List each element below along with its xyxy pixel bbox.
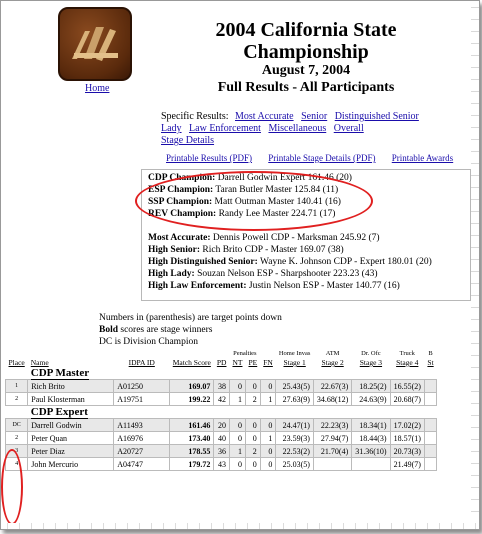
cell-stage4: 16.55(2) — [390, 380, 424, 393]
section-cdp-master — [6, 367, 437, 380]
col-stage4[interactable]: Stage 4 — [396, 358, 419, 367]
cell-stage4: 18.57(1) — [390, 432, 424, 445]
cell-stage4: 20.68(7) — [390, 393, 424, 406]
link-overall[interactable]: Overall — [333, 123, 364, 134]
cell-stage4: 17.02(2) — [390, 419, 424, 432]
cell-name: Peter Quan — [28, 432, 114, 445]
section-title: CDP Master — [30, 367, 90, 379]
award-value: Wayne K. Johnson CDP - Expert 180.01 (20) — [260, 257, 432, 267]
cell-pe: 2 — [245, 445, 260, 458]
col-match-score[interactable]: Match Score — [172, 358, 211, 367]
cell-name: Darrell Godwin — [28, 419, 114, 432]
award-value: Dennis Powell CDP - Marksman 245.92 (7) — [212, 233, 380, 243]
award-row — [148, 268, 464, 280]
link-law-enforcement[interactable]: Law Enforcement — [189, 123, 261, 134]
note-parenthesis: Numbers in (parenthesis) are target points down — [99, 313, 282, 323]
award-label: Most Accurate: — [148, 233, 211, 243]
cell-place: 1 — [6, 380, 28, 393]
cell-pd: 43 — [214, 458, 230, 471]
penalties-header: Penalties — [233, 350, 257, 357]
cell-fn: 0 — [260, 380, 276, 393]
link-senior[interactable]: Senior — [301, 111, 328, 122]
award-row — [148, 232, 464, 244]
champions-highlight-circle — [135, 171, 373, 231]
cell-stage3: 18.34(1) — [352, 419, 390, 432]
cell-idpa: A04747 — [114, 458, 170, 471]
col-stage5[interactable]: St — [427, 358, 434, 367]
cell-name: Peter Diaz — [28, 445, 114, 458]
award-row — [148, 256, 464, 268]
award-value: Justin Nelson ESP - Master 140.77 (16) — [248, 281, 400, 291]
printable-results-link[interactable]: Printable Results (PDF) — [166, 153, 253, 163]
award-label: High Senior: — [148, 245, 200, 255]
cell-idpa: A11493 — [114, 419, 170, 432]
cell-match: 161.46 — [170, 419, 214, 432]
col-pe[interactable]: PE — [248, 358, 258, 367]
cell-stage1: 25.03(5) — [276, 458, 314, 471]
printable-awards-link[interactable]: Printable Awards — [391, 153, 454, 163]
cell-stage1: 23.59(3) — [276, 432, 314, 445]
award-label: High Distinguished Senior: — [148, 257, 258, 267]
col-nt[interactable]: NT — [232, 358, 243, 367]
cell-name: Rich Brito — [28, 380, 114, 393]
cell-pd: 20 — [214, 419, 230, 432]
page-subtitle: Full Results - All Participants — [217, 80, 395, 95]
table-row — [6, 393, 437, 406]
cell-stage2: 22.23(3) — [313, 419, 351, 432]
col-name[interactable]: Name — [30, 358, 49, 367]
specific-results-label: Specific Results: — [161, 111, 229, 122]
cell-match: 179.72 — [170, 458, 214, 471]
cell-stage3: 18.44(3) — [352, 432, 390, 445]
event-date: August 7, 2004 — [261, 63, 351, 78]
award-row — [148, 244, 464, 256]
cell-match: 173.40 — [170, 432, 214, 445]
cell-nt: 1 — [229, 445, 245, 458]
results-table — [5, 349, 437, 471]
link-most-accurate[interactable]: Most Accurate — [235, 111, 294, 122]
cell-stage2 — [313, 458, 351, 471]
cell-fn: 0 — [260, 445, 276, 458]
cell-idpa: A01250 — [114, 380, 170, 393]
champion-label: ESP Champion: — [148, 185, 214, 195]
link-distinguished-senior[interactable]: Distinguished Senior — [334, 111, 419, 122]
col-fn[interactable]: FN — [263, 358, 273, 367]
table-row — [6, 432, 437, 445]
cell-place: 4 — [6, 458, 28, 471]
table-row — [6, 458, 437, 471]
award-value: Souzan Nelson ESP - Sharpshooter 223.23 (43) — [197, 269, 378, 279]
note-dc: DC is Division Champion — [99, 337, 198, 347]
champion-label: REV Champion: — [148, 209, 217, 219]
cell-place: DC — [6, 419, 28, 432]
idpa-logo[interactable] — [58, 7, 132, 81]
cell-place: 2 — [6, 432, 28, 445]
cell-stage1: 24.47(1) — [276, 419, 314, 432]
cell-nt: 0 — [229, 458, 245, 471]
cell-pd: 40 — [214, 432, 230, 445]
cell-fn: 1 — [260, 432, 276, 445]
cell-idpa: A19751 — [114, 393, 170, 406]
champion-label: CDP Champion: — [148, 173, 216, 183]
table-header — [6, 358, 437, 367]
specific-results — [161, 111, 480, 147]
col-stage2[interactable]: Stage 2 — [321, 358, 344, 367]
cell-match: 169.07 — [170, 380, 214, 393]
section-cdp-expert — [6, 406, 437, 419]
cell-stage4: 21.49(7) — [390, 458, 424, 471]
home-link[interactable]: Home — [85, 83, 110, 94]
award-value: Rich Brito CDP - Master 169.07 (38) — [202, 245, 344, 255]
cell-idpa: A16976 — [114, 432, 170, 445]
cell-idpa: A20727 — [114, 445, 170, 458]
page-title-line1: 2004 California State — [215, 19, 397, 41]
page-header — [186, 19, 426, 96]
torn-edge-right — [471, 1, 479, 529]
link-stage-details[interactable]: Stage Details — [161, 135, 215, 146]
cell-name: Paul Klosterman — [28, 393, 114, 406]
cell-stage4: 20.73(3) — [390, 445, 424, 458]
cell-fn: 0 — [260, 458, 276, 471]
printable-stage-details-link[interactable]: Printable Stage Details (PDF) — [268, 153, 376, 163]
cell-fn: 0 — [260, 419, 276, 432]
stage5-top-header: B — [428, 350, 433, 357]
link-miscellaneous[interactable]: Miscellaneous — [268, 123, 327, 134]
cell-match: 199.22 — [170, 393, 214, 406]
cell-nt: 0 — [229, 380, 245, 393]
note-bold — [99, 324, 282, 336]
col-pd[interactable]: PD — [216, 358, 227, 367]
stage4-top-header: Truck — [399, 350, 415, 357]
cell-place: 2 — [6, 393, 28, 406]
note-bold-rest: scores are stage winners — [118, 325, 213, 335]
stage1-top-header: Home Invas — [278, 350, 311, 357]
table-row — [6, 380, 437, 393]
cell-nt: 0 — [229, 419, 245, 432]
cell-nt: 0 — [229, 432, 245, 445]
stage3-top-header: Dr. Ofc — [361, 350, 381, 357]
cell-pe: 0 — [245, 419, 260, 432]
champion-value: Randy Lee Master 224.71 (17) — [218, 209, 336, 219]
table-row — [6, 419, 437, 432]
table-row — [6, 445, 437, 458]
cell-fn: 1 — [260, 393, 276, 406]
champion-value: Matt Outman Master 140.41 (16) — [214, 197, 341, 207]
champion-label: SSP Champion: — [148, 197, 213, 207]
cell-name: John Mercurio — [28, 458, 114, 471]
cell-pe: 0 — [245, 432, 260, 445]
award-label: High Law Enforcement: — [148, 281, 247, 291]
cell-pe: 0 — [245, 380, 260, 393]
note-bold-word: Bold — [99, 325, 119, 335]
cell-nt: 1 — [229, 393, 245, 406]
cell-stage3 — [352, 458, 390, 471]
cell-pe: 0 — [245, 458, 260, 471]
section-title: CDP Expert — [30, 406, 88, 418]
award-label: High Lady: — [148, 269, 195, 279]
cell-stage2: 34.68(12) — [313, 393, 351, 406]
cell-stage1: 22.53(2) — [276, 445, 314, 458]
champion-value: Darrell Godwin Expert 161.46 (20) — [217, 173, 352, 183]
link-lady[interactable]: Lady — [161, 123, 182, 134]
cell-stage3: 24.63(9) — [352, 393, 390, 406]
torn-edge-bottom — [1, 523, 479, 529]
cell-pd: 42 — [214, 393, 230, 406]
printable-links — [166, 153, 467, 163]
cell-stage2: 22.67(3) — [313, 380, 351, 393]
cell-stage3: 31.36(10) — [352, 445, 390, 458]
place-highlight-circle — [1, 449, 23, 525]
cell-place: 3 — [6, 445, 28, 458]
stage2-top-header: ATM — [325, 350, 340, 357]
cell-match: 178.55 — [170, 445, 214, 458]
col-stage1[interactable]: Stage 1 — [283, 358, 306, 367]
table-header-top — [6, 349, 437, 358]
col-idpa-id[interactable]: IDPA ID — [128, 358, 155, 367]
cell-stage1: 25.43(5) — [276, 380, 314, 393]
cell-pd: 36 — [214, 445, 230, 458]
page-title-line2: Championship — [243, 41, 369, 63]
col-place[interactable]: Place — [8, 358, 25, 367]
cell-stage2: 27.94(7) — [313, 432, 351, 445]
cell-pe: 2 — [245, 393, 260, 406]
cell-stage3: 18.25(2) — [352, 380, 390, 393]
legend-notes — [99, 312, 282, 348]
cell-stage2: 21.70(4) — [313, 445, 351, 458]
cell-pd: 38 — [214, 380, 230, 393]
award-row — [148, 280, 464, 292]
cell-stage1: 27.63(9) — [276, 393, 314, 406]
col-stage3[interactable]: Stage 3 — [359, 358, 383, 367]
champion-value: Taran Butler Master 125.84 (11) — [215, 185, 339, 195]
